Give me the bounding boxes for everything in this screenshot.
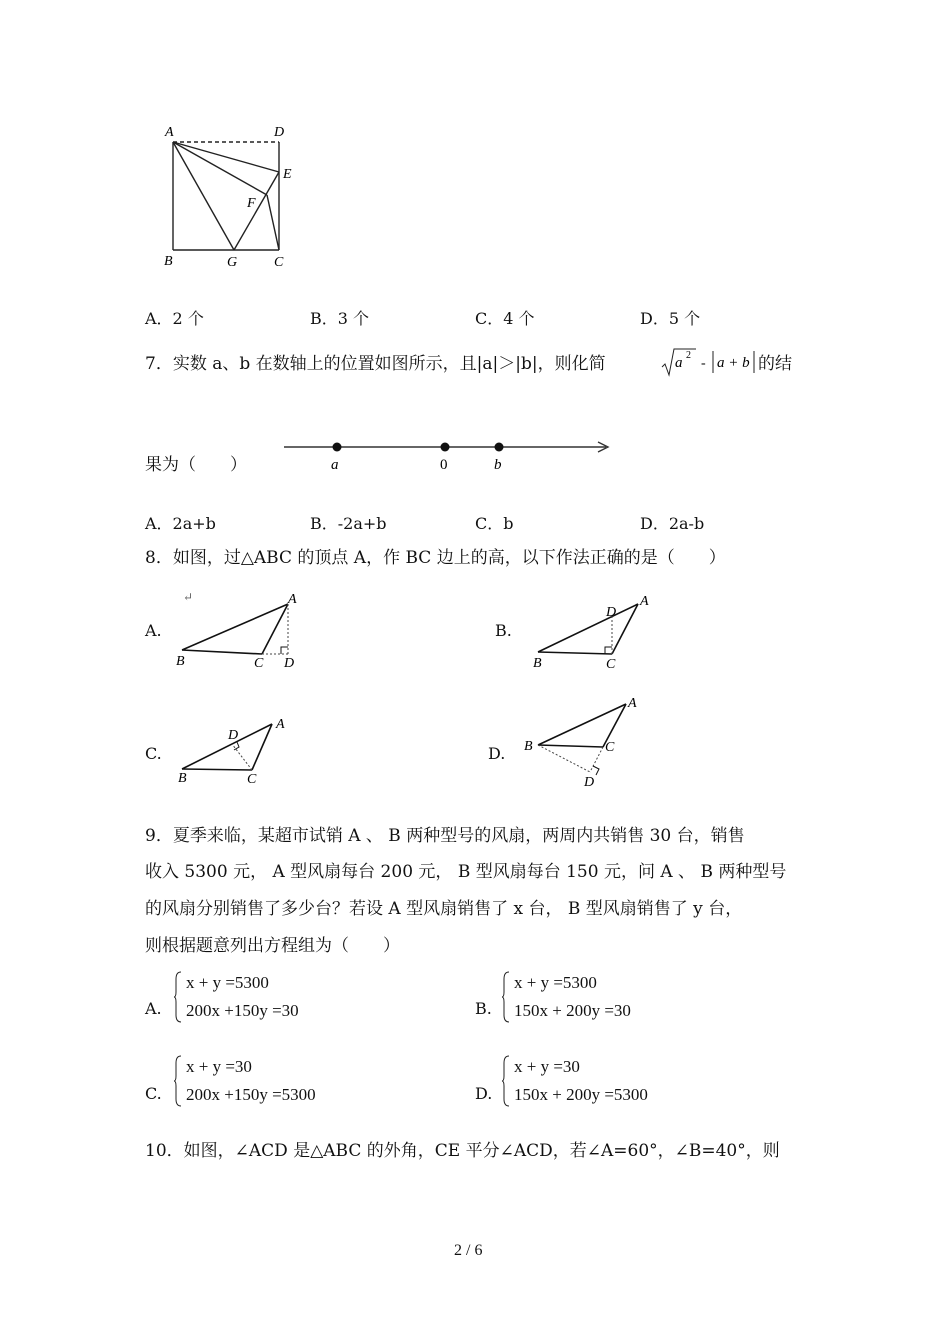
label-E: E [283,167,292,182]
q9-option-a-label: A. [145,999,162,1018]
q9-option-d-system [502,1053,702,1113]
svg-text:B: B [176,654,185,669]
label-D: D [274,125,285,140]
numberline-label-a: a [331,457,339,473]
q8-option-a-label: A. [145,621,162,640]
svg-text:B: B [178,771,187,786]
q9-option-d-label: D. [475,1084,493,1103]
svg-text:C: C [606,657,616,672]
equation-1: x + y =30 [186,1057,252,1076]
q7-expression [660,345,760,379]
label-B: B [164,254,173,269]
svg-text:D: D [284,656,295,671]
q7-number-line [280,432,615,477]
svg-text:D: D [228,728,239,743]
q9-line4: 则根据题意列出方程组为（ ） [145,936,400,956]
q7-option-c: C．b [475,514,514,533]
q9-option-c-label: C. [145,1084,162,1103]
svg-text:a + b: a + b [717,355,750,371]
label-A: A [165,125,174,140]
q9-option-c-system [174,1053,374,1113]
svg-text:C: C [254,656,264,671]
svg-text:B: B [533,656,542,671]
svg-text:B: B [524,739,533,754]
q6-option-a: A．2 个 [145,309,204,328]
q7-stem-line2: 果为（ ） [145,455,247,475]
q8-stem: 8．如图，过△ABC 的顶点 A，作 BC 边上的高，以下作法正确的是（ ） [145,548,726,568]
svg-text:A: A [288,592,297,607]
label-G: G [227,255,238,270]
q8-figure-d [518,692,648,792]
q7-option-a: A．2a+b [145,514,216,533]
svg-text:A: A [640,594,649,609]
q9-line1: 9．夏季来临，某超市试销 A 、 B 两种型号的风扇，两周内共销售 30 台，销售 [145,826,745,846]
return-mark: ↵ [183,590,194,604]
q7-stem-suffix: 的结 [758,354,792,374]
q7-option-b: B．-2a+b [310,514,387,533]
svg-text:a: a [675,355,683,371]
q9-option-b-system [502,969,702,1029]
q6-square-figure [155,118,305,278]
q8-figure-c [172,712,292,792]
svg-text:D: D [606,605,617,620]
numberline-label-b: b [494,457,502,473]
q9-line3: 的风扇分别销售了多少台？若设 A 型风扇销售了 x 台， B 型风扇销售了 y 台， [145,899,743,919]
q8-option-d-label: D. [488,744,506,763]
equation-2: 150x + 200y =30 [514,1001,631,1020]
equation-1: x + y =5300 [514,973,597,992]
q7-expression-graphic [660,345,760,379]
equation-2: 200x +150y =5300 [186,1085,316,1104]
numberline-label-0: 0 [440,457,448,473]
q7-stem-prefix: 7．实数 a、b 在数轴上的位置如图所示，且|a|＞|b|，则化简 [145,354,606,374]
label-F: F [247,196,256,211]
q6-option-d: D．5 个 [640,309,701,328]
svg-text:2: 2 [686,350,691,361]
svg-text:C: C [247,772,257,787]
q9-option-b-label: B. [475,999,492,1018]
q8-figure-a [172,590,312,672]
page-number: 2 / 6 [454,1242,483,1259]
q8-figure-b [528,590,668,672]
q8-option-c-label: C. [145,744,162,763]
equation-1: x + y =5300 [186,973,269,992]
q6-option-c: C．4 个 [475,309,535,328]
q7-option-d: D．2a-b [640,514,705,533]
q9-line2: 收入 5300 元， A 型风扇每台 200 元， B 型风扇每台 150 元，问 A 、 B 两种型号 [145,862,787,882]
q8-option-b-label: B. [495,621,512,640]
q9-option-a-system [174,969,374,1029]
equation-2: 200x +150y =30 [186,1001,299,1020]
equation-2: 150x + 200y =5300 [514,1085,648,1104]
svg-text:D: D [584,775,595,790]
q6-option-b: B．3 个 [310,309,370,328]
svg-text:A: A [628,696,637,711]
svg-text:-: - [701,356,706,371]
equation-1: x + y =30 [514,1057,580,1076]
svg-text:A: A [276,717,285,732]
label-C: C [274,255,284,270]
q7-stem [145,353,606,375]
svg-text:C: C [605,740,615,755]
q10-stem: 10．如图，∠ACD 是△ABC 的外角，CE 平分∠ACD，若∠A=60°，∠B=40°，则 [145,1141,780,1161]
